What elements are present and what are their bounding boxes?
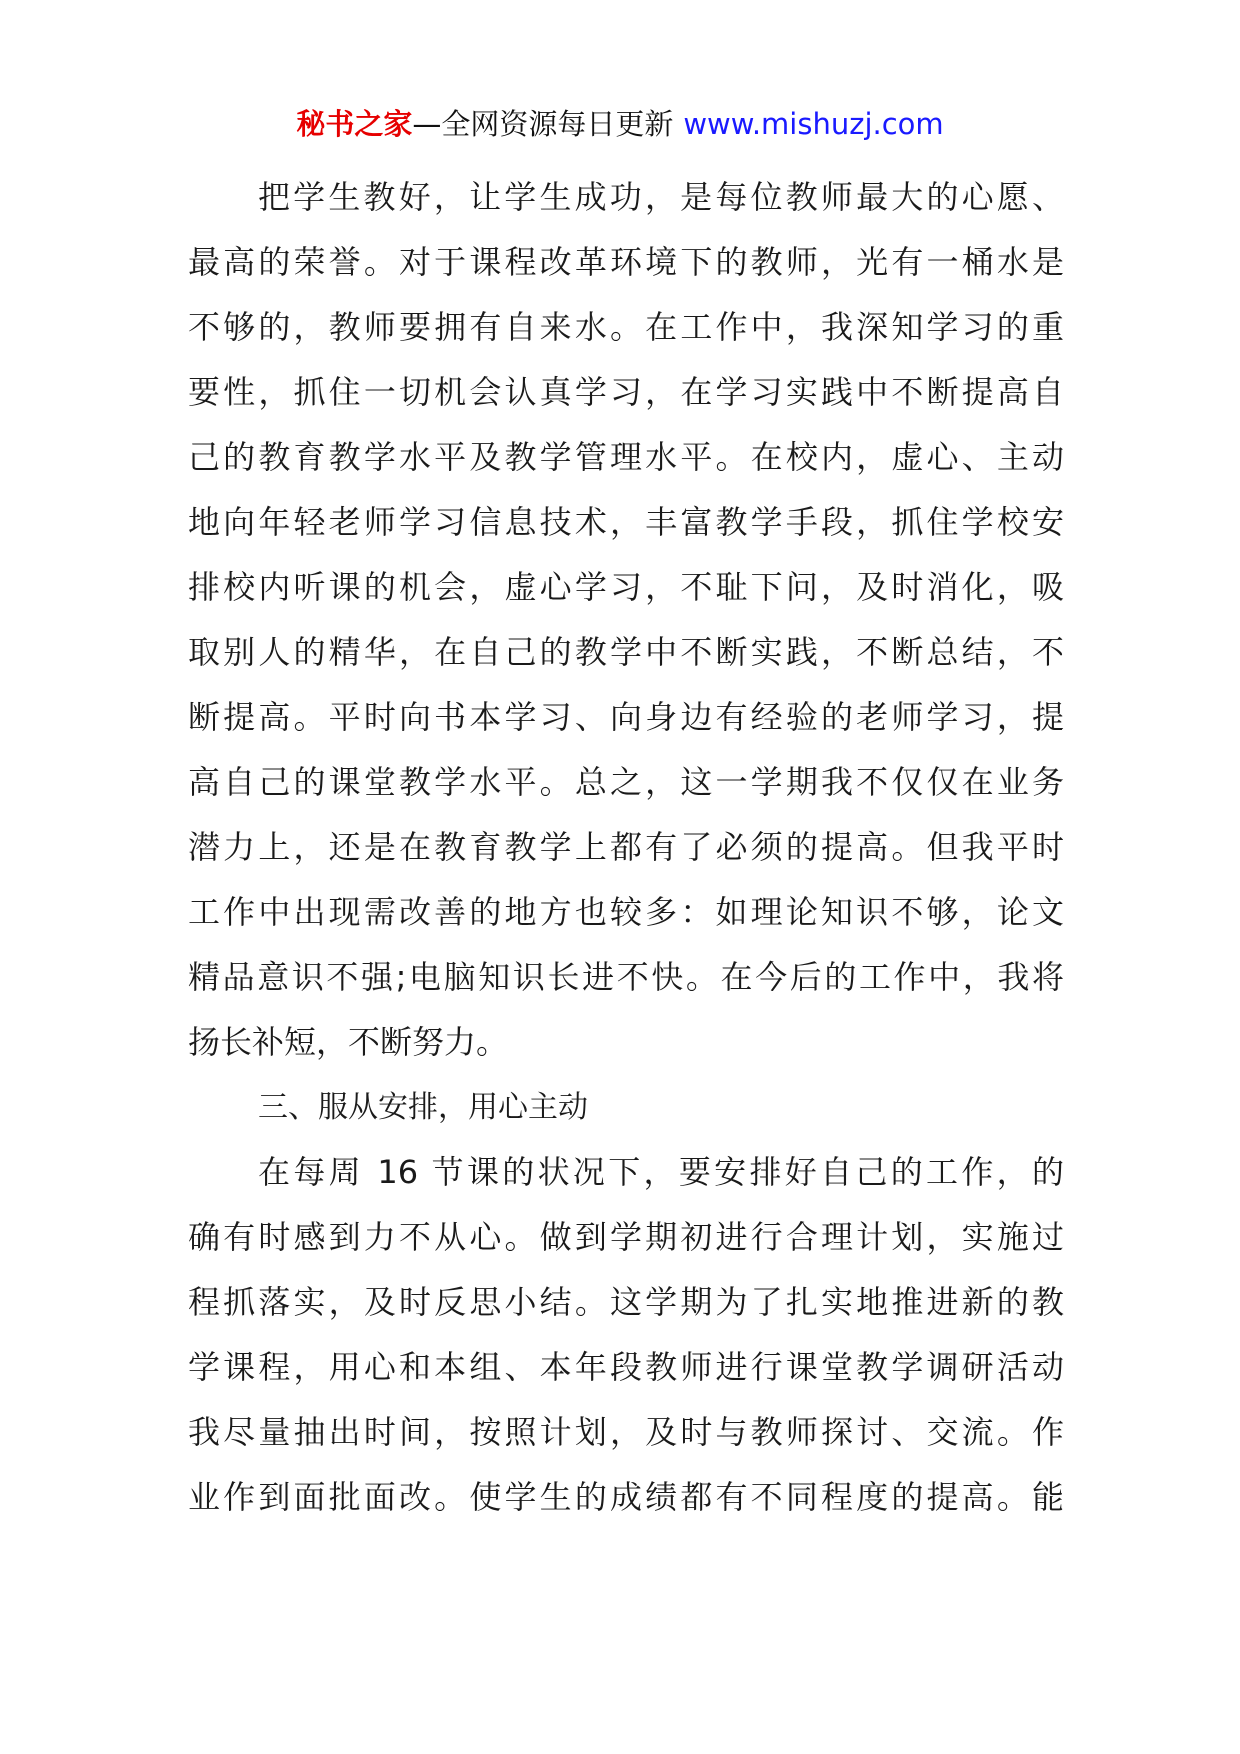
paragraph-line: 地向年轻老师学习信息技术，丰富教学手段，抓住学校安 <box>188 503 1064 541</box>
paragraph-line: 己的教育教学水平及教学管理水平。在校内，虚心、主动 <box>188 438 1064 476</box>
page-header <box>0 102 1240 146</box>
paragraph-line: 不够的，教师要拥有自来水。在工作中，我深知学习的重 <box>188 308 1064 346</box>
paragraph-line: 高自己的课堂教学水平。总之，这一学期我不仅仅在业务 <box>188 763 1064 801</box>
paragraph-line: 确有时感到力不从心。做到学期初进行合理计划，实施过 <box>188 1218 1064 1256</box>
document-body <box>188 165 1064 1530</box>
paragraph-line: 把学生教好，让学生成功，是每位教师最大的心愿、 <box>258 178 1064 216</box>
header-slogan: —全网资源每日更新 <box>412 107 674 141</box>
paragraph-line: 业作到面批面改。使学生的成绩都有不同程度的提高。能 <box>188 1478 1064 1516</box>
paragraph-line: 潜力上，还是在教育教学上都有了必须的提高。但我平时 <box>188 828 1064 866</box>
paragraph-line: 学课程，用心和本组、本年段教师进行课堂教学调研活动 <box>188 1348 1064 1386</box>
paragraph-line: 断提高。平时向书本学习、向身边有经验的老师学习，提 <box>188 698 1064 736</box>
paragraph-line: 程抓落实，及时反思小结。这学期为了扎实地推进新的教 <box>188 1283 1064 1321</box>
section-heading: 三、服从安排，用心主动 <box>258 1090 588 1125</box>
paragraph-line: 我尽量抽出时间，按照计划，及时与教师探讨、交流。作 <box>188 1413 1064 1451</box>
paragraph-line: 工作中出现需改善的地方也较多：如理论知识不够，论文 <box>188 893 1064 931</box>
paragraph-line: 在每周 16 节课的状况下，要安排好自己的工作，的 <box>258 1153 1064 1191</box>
brand-name: 秘书之家 <box>296 107 413 141</box>
website-link[interactable]: www.mishuzj.com <box>683 107 944 141</box>
paragraph-line: 要性，抓住一切机会认真学习，在学习实践中不断提高自 <box>188 373 1064 411</box>
paragraph-line: 取别人的精华，在自己的教学中不断实践，不断总结，不 <box>188 633 1064 671</box>
paragraph-line: 扬长补短，不断努力。 <box>188 1023 509 1061</box>
paragraph-line: 精品意识不强;电脑知识长进不快。在今后的工作中，我将 <box>188 958 1064 996</box>
paragraph-line: 最高的荣誉。对于课程改革环境下的教师，光有一桶水是 <box>188 243 1064 281</box>
paragraph-line: 排校内听课的机会，虚心学习，不耻下问，及时消化，吸 <box>188 568 1064 606</box>
